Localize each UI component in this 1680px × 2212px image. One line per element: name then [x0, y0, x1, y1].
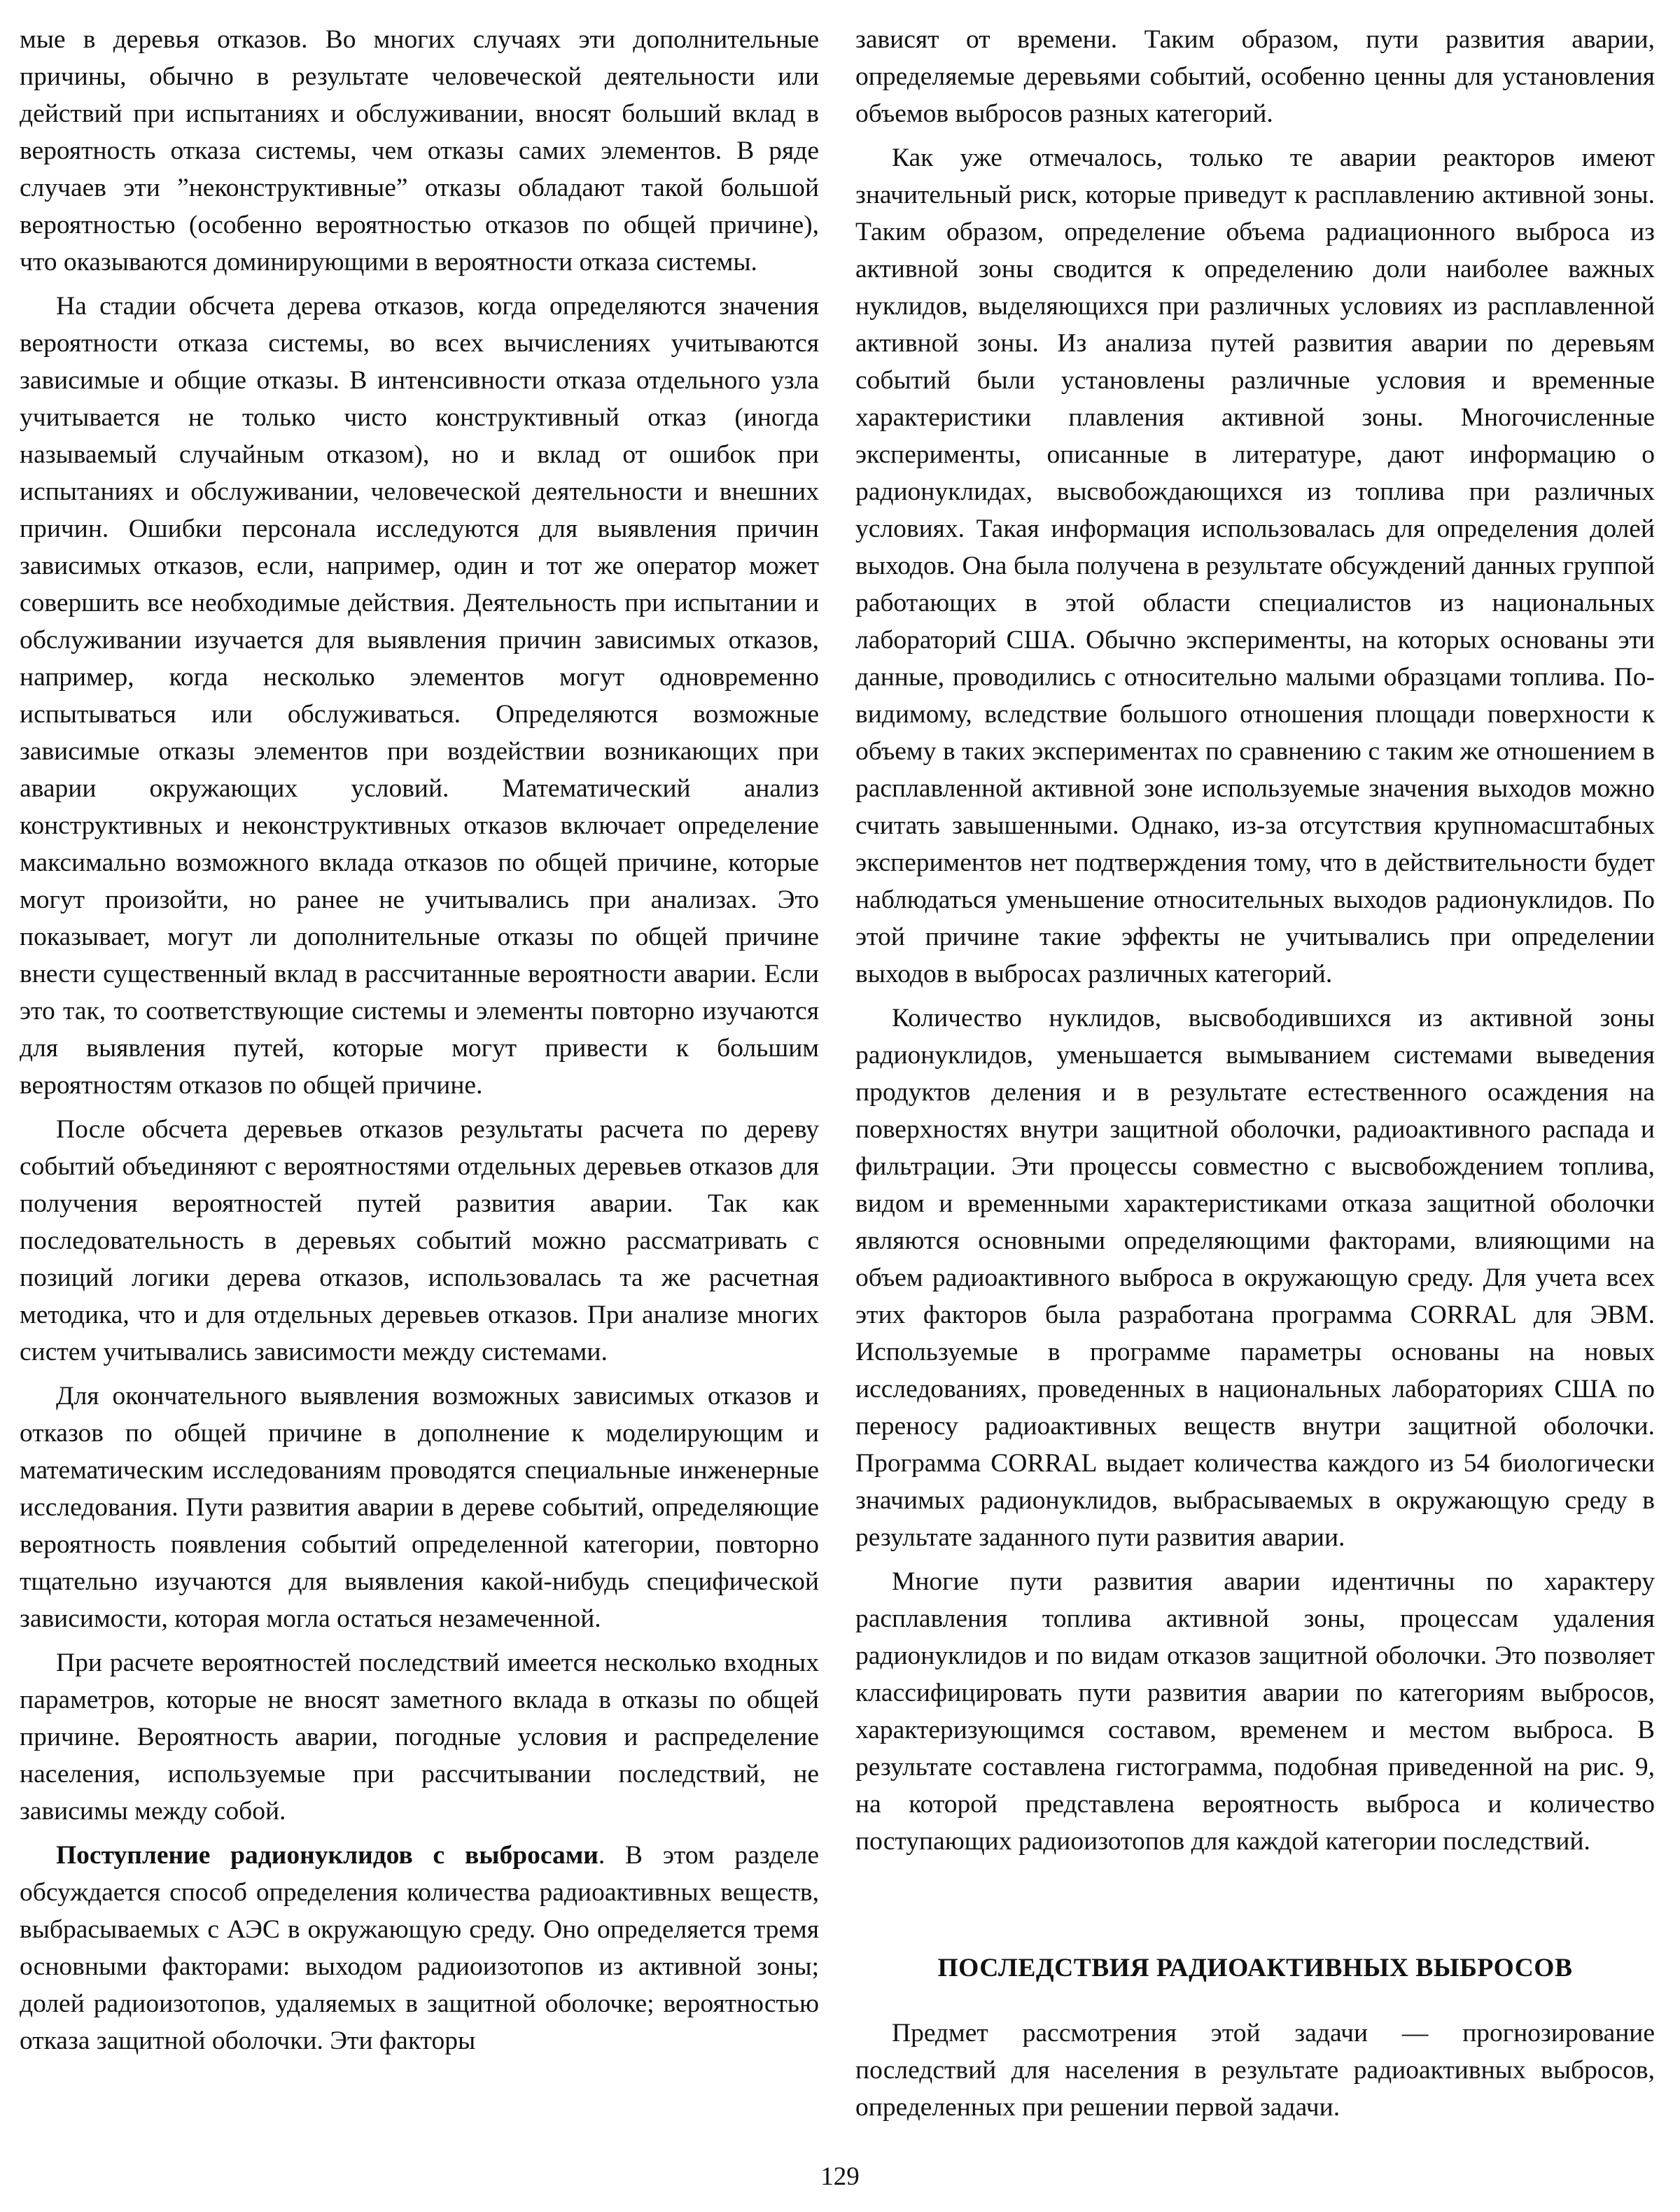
paragraph: При расчете вероятностей последствий имеется несколько входных параметров, которые не вносят заметного вклада в отказы по общей причине. Вероятность аварии, погодные условия и распределение населения, используемые при рассчитывании последствий, не зависимы между собой.: [20, 1648, 819, 1826]
run-in-heading: Поступление радионуклидов с выбросами: [56, 1841, 598, 1870]
paragraph: зависят от времени. Таким образом, пути развития аварии, определяемые деревьями событий, особенно ценны для установления объемов выбросов разных категорий.: [855, 25, 1655, 128]
left-column: [20, 21, 819, 2059]
right-column: [855, 21, 1655, 2126]
paragraph: На стадии обсчета дерева отказов, когда определяются значения вероятности отказа системы, во всех вычислениях учитываются зависимые и общие отказы. В интенсивности отказа отдельного узла учитывается не только чисто конструктивный отказ (иногда называемый случайным отказом), но и вклад от ошибок при испытаниях и обслуживании, человеческой деятельности и внешних причин. Ошибки персонала исследуются для выявления причин зависимых отказов, если, например, один и тот же оператор может совершить все необходимые действия. Деятельность при испытании и обслуживании изучается для выявления причин зависимых отказов, например, когда несколько элементов могут одновременно испытываться или обслуживаться. Определяются возможные зависимые отказы элементов при воздействии возникающих при аварии окружающих условий. Математический анализ конструктивных и неконструктивных отказов включает определение максимально возможного вклада отказов по общей причине, которые могут произойти, но ранее не учитывались при анализах. Это показывает, могут ли дополнительные отказы по общей причине внести существенный вклад в рассчитанные вероятности аварии. Если это так, то соответствующие системы и элементы повторно изучаются для выявления путей, которые могут привести к большим вероятностям отказов по общей причине.: [20, 292, 819, 1100]
paragraph: [20, 1837, 819, 2059]
paragraph: мые в деревья отказов. Во многих случаях эти дополнительные причины, обычно в результате человеческой деятельности или действий при испытаниях и обслуживании, вносят больший вклад в вероятность отказа системы, чем отказы самих элементов. В ряде случаев эти ”неконструктивные” отказы обладают такой большой вероятностью (особенно вероятностью отказов по общей причине), что оказываются доминирующими в вероятности отказа системы.: [20, 25, 819, 276]
paragraph-text: . В этом разделе обсуждается способ определения количества радиоактивных веществ, выбрасываемых с АЭС в окружающую среду. Оно определяется тремя основными факторами: выходом радиоизотопов из активной зоны; долей радиоизотопов, удаляемых в защитной оболочке; вероятностью отказа защитной оболочки. Эти факторы: [20, 1841, 819, 2055]
paragraph: Как уже отмечалось, только те аварии реакторов имеют значительный риск, которые приведут к расплавлению активной зоны. Таким образом, определение объема радиационного выброса из активной зоны сводится к определению доли наиболее важных нуклидов, выделяющихся при различных условиях из расплавленной активной зоны. Из анализа путей развития аварии по деревьям событий были установлены различные условия и временные характеристики плавления активной зоны. Многочисленные эксперименты, описанные в литературе, дают информацию о радионуклидах, высвобождающихся из топлива при различных условиях. Такая информация использовалась для определения долей выходов. Она была получена в результате обсуждений данных группой работающих в этой области специалистов из национальных лабораторий США. Обычно эксперименты, на которых основаны эти данные, проводились с относительно малыми образцами топлива. По-видимому, вследствие большого отношения площади поверхности к объему в таких экспериментах по сравнению с таким же отношением в расплавленной активной зоне используемые значения выходов можно считать завышенными. Однако, из-за отсутствия крупномасштабных экспериментов нет подтверждения тому, что в действительности будет наблюдаться уменьшение относительных выходов радионуклидов. По этой причине такие эффекты не учитывались при определении выходов в выбросах различных категорий.: [855, 144, 1655, 988]
paragraph: Количество нуклидов, высвободившихся из активной зоны радионуклидов, уменьшается вымыванием системами выведения продуктов деления и в результате естественного осаждения на поверхностях внутри защитной оболочки, радиоактивного распада и фильтрации. Эти процессы совместно с высвобождением топлива, видом и временными характеристиками отказа защитной оболочки являются основными определяющими факторами, влияющими на объем радиоактивного выброса в окружающую среду. Для учета всех этих факторов была разработана программа CORRAL для ЭВМ. Используемые в программе параметры основаны на новых исследованиях, проведенных в национальных лабораториях США по переносу радиоактивных веществ внутри защитной оболочки. Программа CORRAL выдает количества каждого из 54 биологически значимых радионуклидов, выбрасываемых в окружающую среду в результате заданного пути развития аварии.: [855, 1004, 1655, 1552]
section-heading: ПОСЛЕДСТВИЯ РАДИОАКТИВНЫХ ВЫБРОСОВ: [937, 1954, 1573, 1982]
paragraph: Предмет рассмотрения этой задачи — прогнозирование последствий для населения в результате радиоактивных выбросов, определенных при решении первой задачи.: [855, 2019, 1655, 2122]
paragraph: После обсчета деревьев отказов результаты расчета по дереву событий объединяют с вероятностями отдельных деревьев отказов для получения вероятностей путей развития аварии. Так как последовательность в деревьях событий можно рассматривать с позиций логики дерева отказов, использовалась та же расчетная методика, что и для отдельных деревьев отказов. При анализе многих систем учитывались зависимости между системами.: [20, 1115, 819, 1366]
page-number: 129: [820, 2162, 860, 2191]
paragraph: Для окончательного выявления возможных зависимых отказов и отказов по общей причине в дополнение к моделирующим и математическим исследованиям проводятся специальные инженерные исследования. Пути развития аварии в дереве событий, определяющие вероятность появления событий определенной категории, повторно тщательно изучаются для выявления какой-нибудь специфической зависимости, которая могла остаться незамеченной.: [20, 1382, 819, 1633]
paragraph: Многие пути развития аварии идентичны по характеру расплавления топлива активной зоны, процессам удаления радионуклидов и по видам отказов защитной оболочки. Это позволяет классифицировать пути развития аварии по категориям выбросов, характеризующимся составом, временем и местом выброса. В результате составлена гистограмма, подобная приведенной на рис. 9, на которой представлена вероятность выброса и количество поступающих радиоизотопов для каждой категории последствий.: [855, 1567, 1655, 1856]
